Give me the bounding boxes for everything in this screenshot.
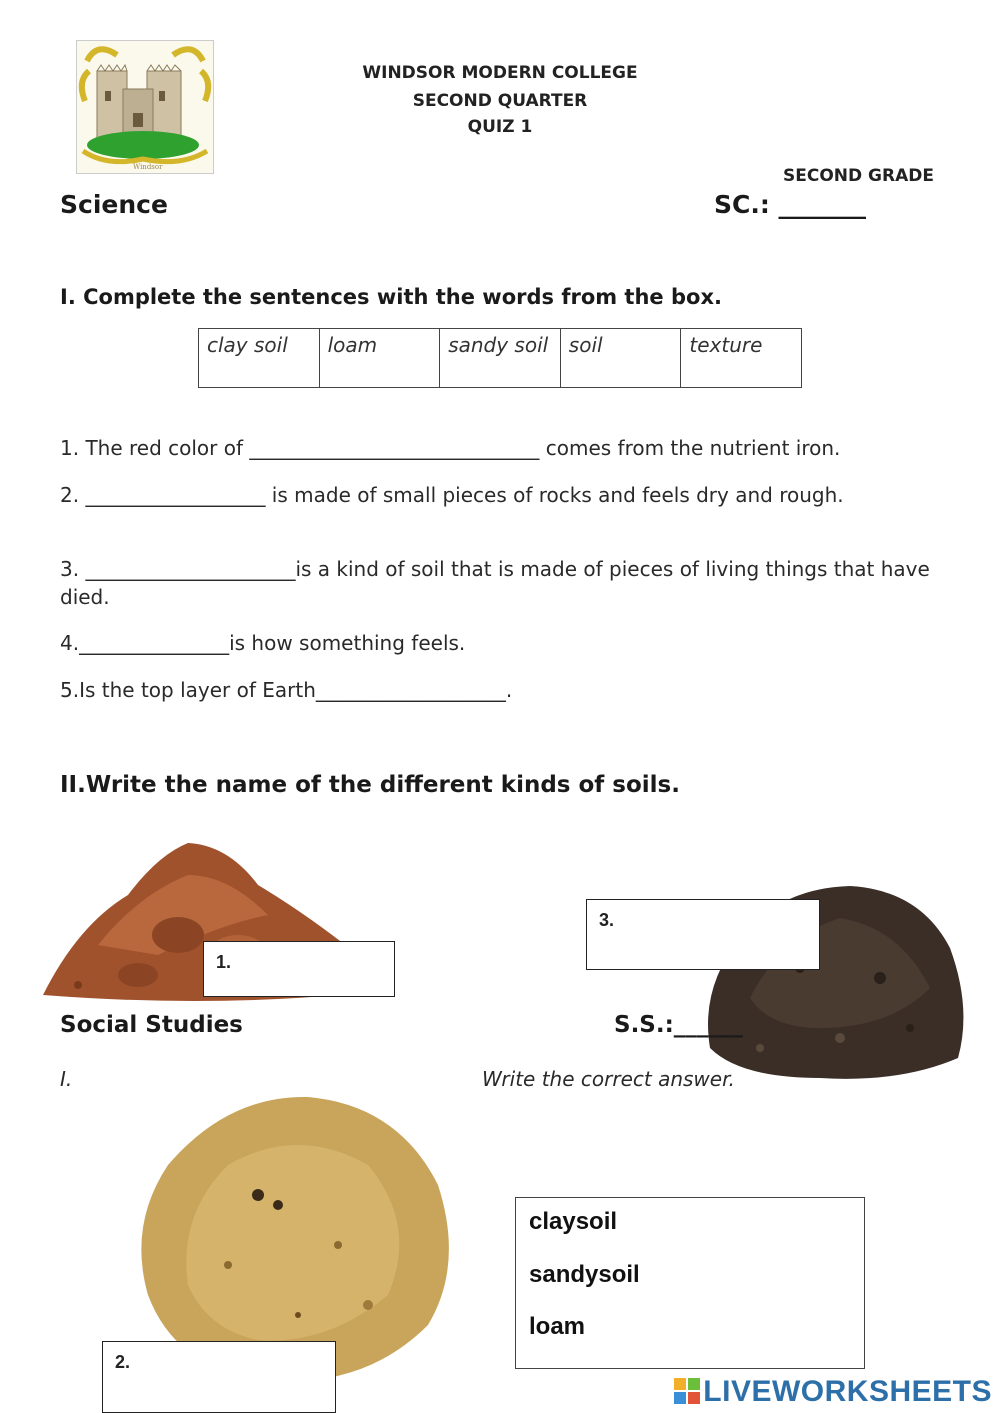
word-bank-item: sandysoil bbox=[529, 1261, 640, 1288]
watermark-text: LIVEWORKSHEETS bbox=[703, 1375, 992, 1408]
answer-box-label: 1. bbox=[216, 952, 232, 972]
word-box-cell: soil bbox=[560, 329, 681, 388]
sentence-5: 5.Is the top layer of Earth___________________. bbox=[60, 678, 513, 702]
school-name: WINDSOR MODERN COLLEGE bbox=[362, 63, 638, 83]
sentence-3: 3. _____________________is a kind of soil that is made of pieces of living things that have died. bbox=[60, 557, 930, 609]
word-box-cell: sandy soil bbox=[440, 329, 561, 388]
answer-box-1[interactable] bbox=[203, 941, 395, 997]
social-instruction: Write the correct answer. bbox=[482, 1067, 735, 1091]
word-box-cell: loam bbox=[319, 329, 440, 388]
word-bank-item: claysoil bbox=[529, 1208, 618, 1235]
subject-title: Science bbox=[60, 190, 168, 219]
answer-box-2[interactable] bbox=[102, 1341, 336, 1413]
answer-box-3[interactable] bbox=[586, 899, 820, 970]
answer-box-label: 2. bbox=[115, 1352, 131, 1372]
castle-logo-icon bbox=[77, 41, 213, 173]
school-logo bbox=[76, 40, 214, 174]
quiz-label: QUIZ 1 bbox=[467, 117, 533, 137]
grade-label: SECOND GRADE bbox=[783, 166, 934, 186]
word-bank bbox=[515, 1197, 865, 1369]
quarter-label: SECOND QUARTER bbox=[412, 91, 588, 111]
word-box bbox=[198, 328, 802, 388]
part2-title: II.Write the name of the different kinds of soils. bbox=[60, 772, 680, 798]
sentence-4: 4._______________is how something feels. bbox=[60, 631, 466, 655]
social-subject-title: Social Studies bbox=[60, 1012, 243, 1038]
word-box-cell: clay soil bbox=[199, 329, 320, 388]
word-bank-item: loam bbox=[529, 1313, 586, 1340]
liveworksheets-watermark bbox=[674, 1375, 992, 1409]
social-score-field: S.S.:______ bbox=[614, 1012, 743, 1038]
score-field: SC.: _______ bbox=[714, 190, 867, 219]
answer-box-label: 3. bbox=[599, 910, 615, 930]
word-box-cell: texture bbox=[681, 329, 802, 388]
svg-text:Windsor: Windsor bbox=[133, 163, 163, 171]
sentence-2: 2. __________________ is made of small pieces of rocks and feels dry and rough. bbox=[60, 483, 844, 507]
part1-title: I. Complete the sentences with the words from the box. bbox=[60, 285, 722, 309]
sentence-1: 1. The red color of _____________________________ comes from the nutrient iron. bbox=[60, 436, 841, 460]
social-numeral: I. bbox=[60, 1067, 73, 1091]
liveworksheets-logo-icon bbox=[674, 1378, 700, 1404]
